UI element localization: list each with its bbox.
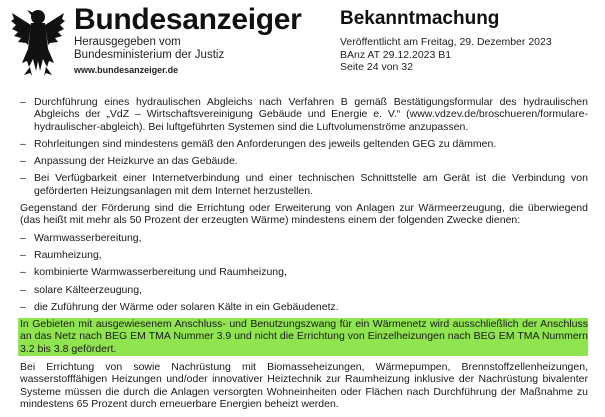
highlighted-paragraph: In Gebieten mit ausgewiesenem Anschluss- und Benutzungszwang für ein Wärmenetz wird ausschließlich der Anschluss an das Netz nach BEG EM TMA Nummer 3.9 und nicht die Errichtung von Einzelheizungen nach BEG EM TMA Nummern 3.2 bis 3.8 gefördert. — [20, 318, 588, 355]
list-item-text: Warmwasserbereitung, — [34, 231, 142, 244]
list-item: – Anpassung der Heizkurve an das Gebäude. — [20, 155, 238, 168]
publication-reference: BAnz AT 29.12.2023 B1 — [340, 48, 452, 61]
list-item: – Bei Verfügbarkeit einer Internetverbindung und einer technischen Schnittstelle am Gerät ist die Verbindung von geförderten Heizungsanlagen mit dem Internet herzustellen. — [20, 172, 588, 197]
intro-paragraph: Gegenstand der Förderung sind die Errichtung oder Erweiterung von Anlagen zur Wärmeerzeugung, die überwiegend (das heißt mit mehr als 50 Prozent der erzeugten Wärme) mindestens einem der folgenden Zwecke dienen: — [20, 202, 588, 227]
closing-paragraph: Bei Errichtung von sowie Nachrüstung mit Biomasseheizungen, Wärmepumpen, Brennstoffzellenheizungen, wasserstofffähigen Heizungen und/oder innovativer Heiztechnik zur Raumheizung inklusive der Nachrüstung bivalenter Systeme müssen die durch die Anlagen versorgten Wohneinheiten oder Flächen nach Durchführung der Maßnahme zu mindestens 65 Prozent durch erneuerbare Energien beheizt werden. — [20, 361, 588, 410]
brand-subtitle-line2: Bundesministerium der Justiz — [74, 49, 225, 61]
list-item: – kombinierte Warmwasserbereitung und Raumheizung, — [20, 266, 287, 279]
brand-title: Bundesanzeiger — [74, 3, 302, 36]
page-number: Seite 24 von 32 — [340, 61, 413, 73]
list-item: – Durchführung eines hydraulischen Abgleichs nach Verfahren B gemäß Bestätigungsformular des hydraulischen Abgleichs der „VdZ – Wirtschaftsvereinigung Gebäude und Energie e. V.“ (www.vdzev.de/broschueren/formulare-hydraulischer-abgleich). Bei luftgeführten Systemen sind die Luftvolumenströme anzupassen. — [20, 96, 588, 133]
list-item-text: solare Kälteerzeugung, — [34, 283, 142, 296]
brand-block — [74, 4, 302, 75]
list-item: – die Zuführung der Wärme oder solaren Kälte in ein Gebäudenetz. — [20, 300, 339, 313]
document-body — [20, 96, 588, 415]
brand-subtitle-line1: Herausgegeben vom — [74, 36, 181, 48]
federal-eagle-logo — [10, 5, 66, 77]
list-item: – Raumheizung, — [20, 248, 102, 261]
list-item-text: Anpassung der Heizkurve an das Gebäude. — [34, 155, 238, 168]
list-item-text: die Zuführung der Wärme oder solaren Kälte in ein Gebäudenetz. — [34, 300, 339, 313]
publication-date: Veröffentlicht am Freitag, 29. Dezember 2023 — [340, 36, 552, 48]
list-item-text: Durchführung eines hydraulischen Abgleichs nach Verfahren B gemäß Bestätigungsformular des hydraulischen Abgleichs der „VdZ – Wirtschaftsvereinigung Gebäude und Energie e. V.“ (www.vdzev.de/broschueren/formulare-hydraulischer-abgleich). Bei luftgeführten Systemen sind die Luftvolumenströme anzupassen. — [34, 96, 588, 133]
notice-title: Bekanntmachung — [340, 8, 500, 29]
list-item: – Warmwasserbereitung, — [20, 231, 142, 244]
list-item: – solare Kälteerzeugung, — [20, 283, 142, 296]
list-item-text: kombinierte Warmwasserbereitung und Raumheizung, — [34, 266, 287, 279]
page-header — [0, 0, 605, 80]
list-item-text: Rohrleitungen sind mindestens gemäß den Anforderungen des jeweils geltenden GEG zu dämmen. — [34, 137, 497, 150]
list-item: – Rohrleitungen sind mindestens gemäß den Anforderungen des jeweils geltenden GEG zu dämmen. — [20, 137, 497, 150]
notice-block — [340, 8, 552, 74]
list-item-text: Bei Verfügbarkeit einer Internetverbindung und einer technischen Schnittstelle am Gerät ist die Verbindung von geförderten Heizungsanlagen mit dem Internet herzustellen. — [34, 172, 588, 197]
brand-url: www.bundesanzeiger.de — [74, 65, 179, 75]
list-item-text: Raumheizung, — [34, 248, 102, 261]
